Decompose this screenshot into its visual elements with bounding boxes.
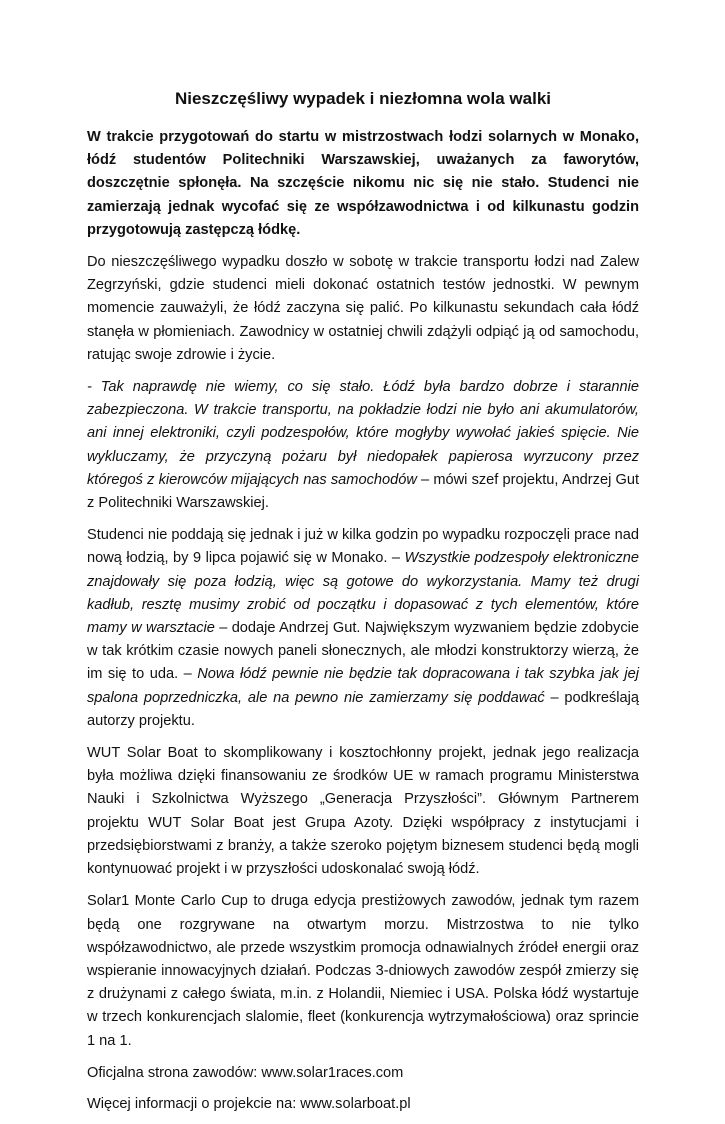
paragraph-competition: Solar1 Monte Carlo Cup to druga edycja prestiżowych zawodów, jednak tym razem będą one rozgrywane na otwartym morzu. Mistrzostwa to nie tylko współzawodnictwo, ale przede wszystkim promocja odnawialnych źródeł energii oraz wspieranie innowacyjnych działań. Podczas 3-dniowych zawodów zespół zmierzy się z drużynami z całego świata, m.in. z Holandii, Niemiec i USA. Polska łódź wystartuje w trzech konkurencjach slalomie, fleet (konkurencja wytrzymałościowa) oraz sprincie 1 na 1.: [87, 893, 639, 1049]
lead-paragraph: W trakcie przygotowań do startu w mistrzostwach łodzi solarnych w Monako, łódź studentów Politechniki Warszawskiej, uważanych za faworytów, doszczętnie spłonęła. Na szczęście nikomu nic się nie stało. Studenci nie zamierzają jednak wycofać się ze współzawodnictwa i od kilkunastu godzin przygotowują zastępczą łódkę.: [87, 129, 639, 238]
document-page: [87, 88, 639, 1124]
official-site-line: Oficjalna strona zawodów: www.solar1races.com: [87, 1064, 404, 1081]
rebuild-quote-2: Nowa łódź pewnie nie będzie tak dopracowana i tak szybka jak jej spalona poprzedniczka, ale na pewno nie zamierzamy się poddawać: [87, 666, 639, 706]
rebuild-text-1: Studenci nie poddają się jednak i już w kilka godzin po wypadku rozpoczęli prace nad nową łodzią, by 9 lipca pojawić się w Monako. –: [87, 527, 639, 567]
paragraph-project: WUT Solar Boat to skomplikowany i kosztochłonny projekt, jednak jego realizacja była możliwa dzięki finansowaniu ze środków UE w ramach programu Ministerstwa Nauki i Szkolnictwa Wyższego „Generacja Przyszłości”. Głównym Partnerem projektu WUT Solar Boat jest Grupa Azoty. Dzięki współpracy z instytucjami i przedsiębiorstwami z branży, a także szeroko pojętym biznesem studenci będą mogli kontynuować projekt i w przyszłości udoskonalać swoją łódź.: [87, 745, 639, 878]
more-info-line: Więcej informacji o projekcie na: www.solarboat.pl: [87, 1095, 411, 1112]
paragraph-quote-leader: [87, 376, 639, 515]
rebuild-text-2: – dodaje Andrzej Gut. Największym wyzwaniem będzie zdobycie w tak krótkim czasie nowych paneli słonecznych, ale młodzi konstruktorzy wierzą, że im się to uda. –: [87, 620, 639, 683]
quote-text: - Tak naprawdę nie wiemy, co się stało. Łódź była bardzo dobrze i starannie zabezpieczona. W trakcie transportu, na pokładzie łodzi nie było ani akumulatorów, ani innej elektroniki, czyli podzespołów, które mogłyby wywołać jakieś spięcie. Nie wykluczamy, że przyczyną pożaru był niedopałek papierosa wyrzucony przez któregoś z kierowców mijających nas samochodów: [87, 379, 639, 488]
paragraph-rebuild: [87, 524, 639, 733]
paragraph-accident: Do nieszczęśliwego wypadku doszło w sobotę w trakcie transportu łodzi nad Zalew Zegrzyński, gdzie studenci mieli dokonać ostatnich testów jednostki. W pewnym momencie zauważyli, że łódź zaczyna się palić. Po kilkunastu sekundach cała łódź stanęła w płomieniach. Zawodnicy w ostatniej chwili zdążyli odpiąć ją od samochodu, ratując swoje zdrowie i życie.: [87, 254, 639, 363]
quote-attribution: – mówi szef projektu, Andrzej Gut z Politechniki Warszawskiej.: [87, 471, 640, 512]
article-title: Nieszczęśliwy wypadek i niezłomna wola walki: [174, 89, 552, 108]
rebuild-quote-1: Wszystkie podzespoły elektroniczne znajdowały się poza łodzią, więc są gotowe do wykorzystania. Mamy też drugi kadłub, resztę musimy zrobić od początku i dopasować z tych elementów, które mamy w warsztacie: [87, 550, 639, 637]
rebuild-text-3: – podkreślają autorzy projektu.: [87, 689, 639, 729]
